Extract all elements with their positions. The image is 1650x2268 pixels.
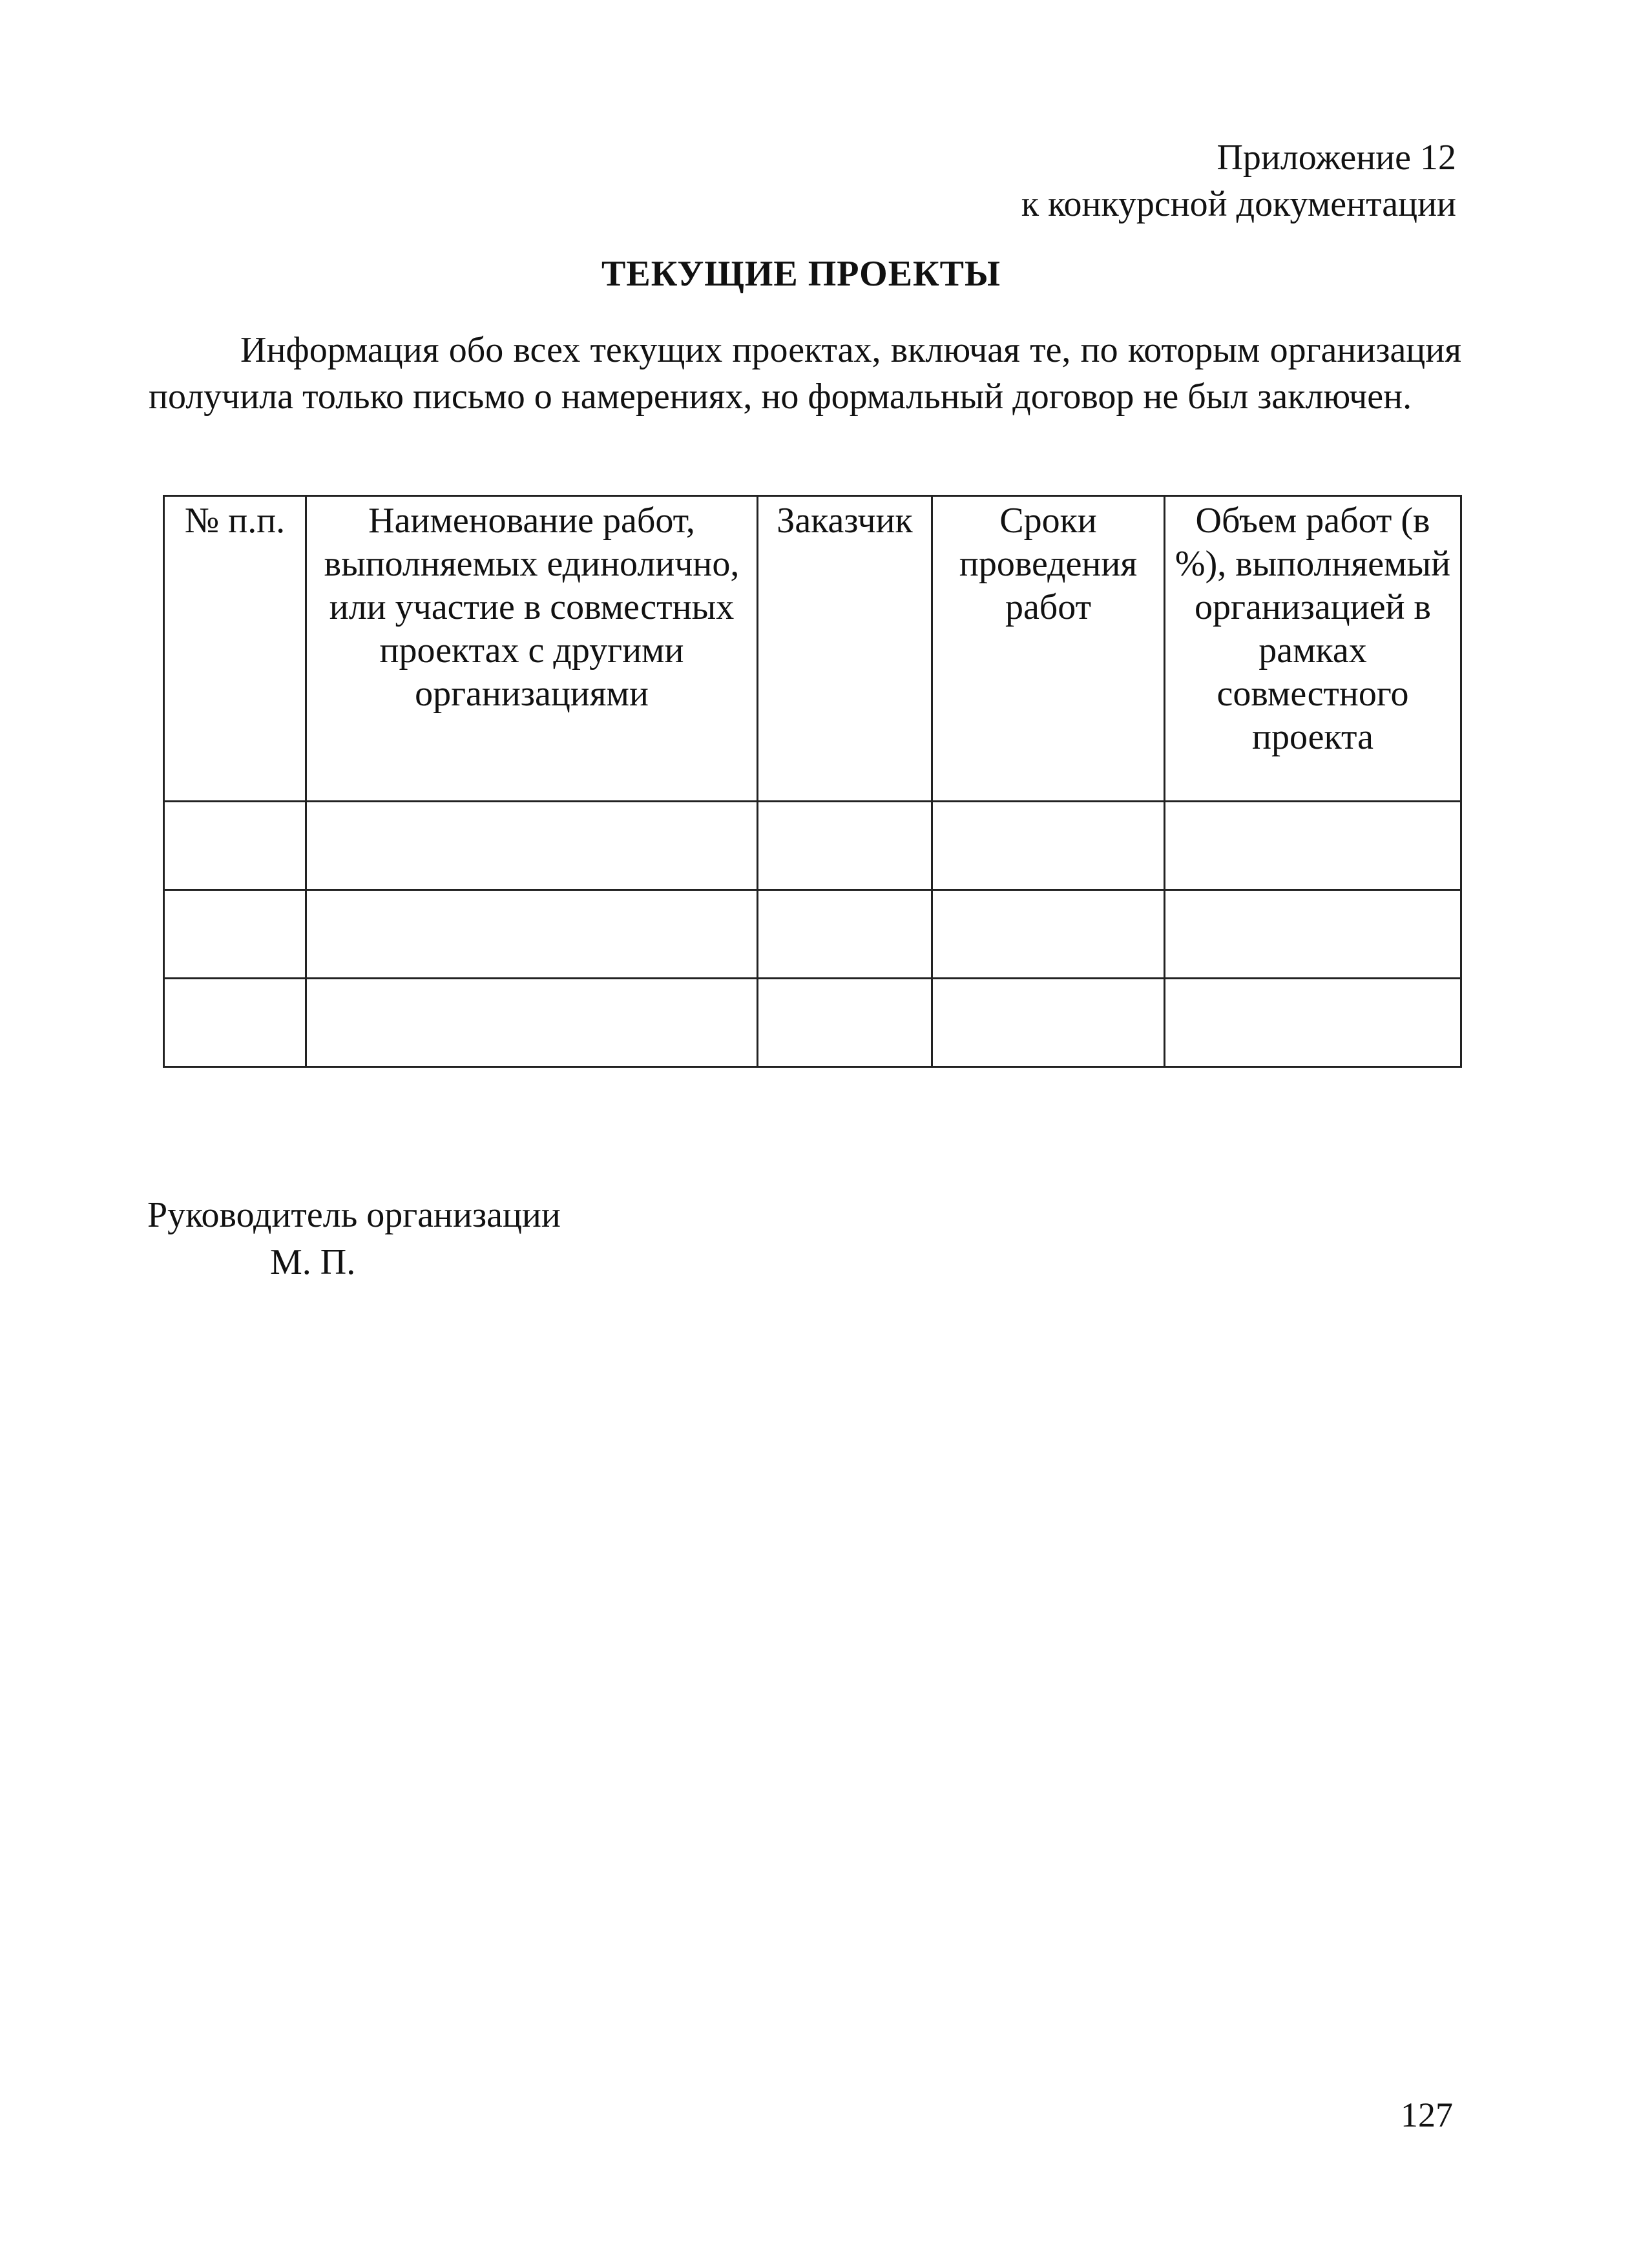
column-header-number: № п.п. xyxy=(164,496,306,802)
table-cell xyxy=(932,802,1165,890)
seal-placeholder: М. П. xyxy=(270,1242,356,1282)
table-cell xyxy=(1165,890,1461,979)
table-cell xyxy=(758,890,932,979)
table-cell xyxy=(164,802,306,890)
table-cell xyxy=(1165,979,1461,1067)
table-header-row xyxy=(164,496,1461,802)
table-cell xyxy=(306,979,758,1067)
appendix-reference xyxy=(1021,134,1456,227)
table-cell xyxy=(306,802,758,890)
table-cell xyxy=(758,802,932,890)
signer-title: Руководитель организации xyxy=(147,1195,561,1235)
projects-table xyxy=(163,495,1462,1068)
column-header-work-share: Объем работ (в %), выполняемый организацией в рамках совместного проекта xyxy=(1165,496,1461,802)
table-cell xyxy=(306,890,758,979)
intro-paragraph: Информация обо всех текущих проектах, включая те, по которым организация получила только письмо о намерениях, но формальный договор не был заключен. xyxy=(149,330,1461,417)
appendix-number: Приложение 12 xyxy=(1217,138,1456,178)
column-header-work-name: Наименование работ, выполняемых единолично, или участие в совместных проектах с другими организациями xyxy=(306,496,758,802)
table-cell xyxy=(164,890,306,979)
table-row xyxy=(164,890,1461,979)
table-cell xyxy=(932,979,1165,1067)
table-row xyxy=(164,802,1461,890)
appendix-context: к конкурсной документации xyxy=(1021,184,1456,224)
column-header-customer: Заказчик xyxy=(758,496,932,802)
table-cell xyxy=(1165,802,1461,890)
table-cell xyxy=(758,979,932,1067)
page-title: ТЕКУЩИЕ ПРОЕКТЫ xyxy=(601,254,1001,294)
page-number: 127 xyxy=(1401,2096,1453,2134)
table-cell xyxy=(932,890,1165,979)
table-cell xyxy=(164,979,306,1067)
table-row xyxy=(164,979,1461,1067)
column-header-timeline: Сроки проведения работ xyxy=(932,496,1165,802)
